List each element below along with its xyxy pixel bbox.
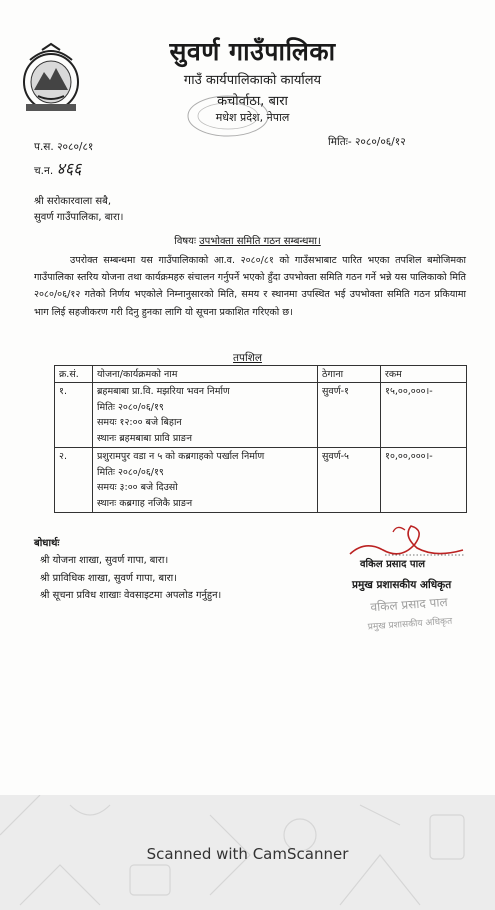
row-details [93, 383, 318, 448]
schedule-caption: तपशिल [233, 352, 262, 364]
cc-item: श्री सूचना प्रविध शाखाः वेवसाइटमा अपलोड गर्नुहुन। [40, 590, 222, 601]
cc-label: बोधार्थः [34, 538, 60, 549]
project-date: मितिः २०८०/०६/१९ [97, 466, 164, 478]
signatory-title: प्रमुख प्रशासकीय अधिकृत [352, 579, 452, 591]
scanner-watermark: Scanned with CamScanner [146, 845, 349, 863]
project-time: समयः १२:०० बजे बिहान [97, 417, 182, 428]
row-details [93, 448, 318, 513]
project-name: प्रशुरामपुर वडा न ५ को कब्रगाहको पर्खाल निर्माण [97, 451, 265, 462]
schedule-table [54, 365, 467, 513]
scanner-footer [0, 795, 495, 910]
header-serial: क्र.सं. [55, 366, 93, 383]
header-project-name: योजना/कार्यक्रमको नाम [93, 366, 318, 383]
project-date: मितिः २०८०/०६/१९ [97, 401, 164, 413]
office-place: कचोर्वाठा, बारा [217, 94, 288, 109]
stamp-name: वकिल प्रसाद पाल [369, 594, 449, 615]
municipality-title: सुवर्ण गाउँपालिका [169, 37, 336, 66]
letter-reference-number: प.स. २०८०/८१ [34, 141, 94, 153]
dispatch-value: ४६६ [56, 159, 82, 178]
row-amount: १०,००,०००।- [381, 448, 467, 513]
dispatch-number [34, 157, 81, 179]
cc-item: श्री प्राविधिक शाखा, सुवर्ण गापा, बारा। [40, 573, 177, 584]
recipient-line-1: श्री सरोकारवाला सबै, [34, 196, 111, 207]
project-venue: स्थानः ब्रहमबाबा प्रावि प्राङन [97, 432, 193, 444]
office-province: मधेश प्रदेश, नेपाल [215, 111, 290, 124]
table-header-row [55, 366, 467, 383]
header-address: ठेगाना [318, 366, 381, 383]
cc-item: श्री योजना शाखा, सुवर्ण गापा, बारा। [40, 555, 169, 566]
subject-label: विषयः [174, 236, 196, 247]
row-serial: २. [55, 448, 93, 513]
recipient-line-2: सुवर्ण गाउँपालिका, बारा। [34, 212, 124, 223]
office-seal-icon [178, 90, 278, 138]
body-paragraph [34, 252, 466, 321]
body-text: उपरोक्त सम्बन्धमा यस गाउँपालिकाको आ.व. २०८०/८१ को गाउँसभाबाट पारित भएका तपशिल बमोजिमका गाउँपालिका स्तरिय योजना तथा कार्यक्रमहरु संचालन गर्नुपर्ने भएकाे हुँदा उपभोक्ता समिति गठन गर्ने भन्ने यस पालिकाको मिति २०८०/०६/१२ गतेको निर्णय भएकोले निम्नानुसारको मिति, समय र स्थानमा उपस्थित भई उपभोक्ता समिति गठन प्रकियामा भाग लिई सहजीकरण गरी दिनु हुनका लागि यो सूचना प्रकाशित गरिएको छ। [34, 255, 466, 318]
letter-date: मितिः- २०८०/०६/१२ [328, 136, 406, 148]
signatory-name: वकिल प्रसाद पाल [360, 559, 425, 570]
table-row [55, 383, 467, 448]
row-amount: १५,००,०००।- [381, 383, 467, 448]
subject-text: उपभोक्ता समिति गठन सम्बन्धमा। [199, 236, 321, 247]
office-name: गाउँ कार्यपालिकाको कार्यालय [183, 73, 322, 88]
row-address: सुवर्ण-५ [318, 448, 381, 513]
stamp-title: प्रमुख प्रशासकीय अधिकृत [367, 616, 453, 633]
table-row [55, 448, 467, 513]
row-address: सुवर्ण-१ [318, 383, 381, 448]
row-serial: १. [55, 383, 93, 448]
header-amount: रकम [381, 366, 467, 383]
designation-stamp [362, 590, 474, 636]
subject-line [0, 233, 495, 247]
project-venue: स्थानः कब्रगाह नजिकै प्राङन [97, 497, 193, 509]
project-name: ब्रहमबाबा प्रा.वि. मझरिया भवन निर्माण [97, 386, 230, 397]
project-time: समयः ३:०० बजे दिउसो [97, 482, 178, 493]
dispatch-label: च.न. [34, 165, 54, 177]
